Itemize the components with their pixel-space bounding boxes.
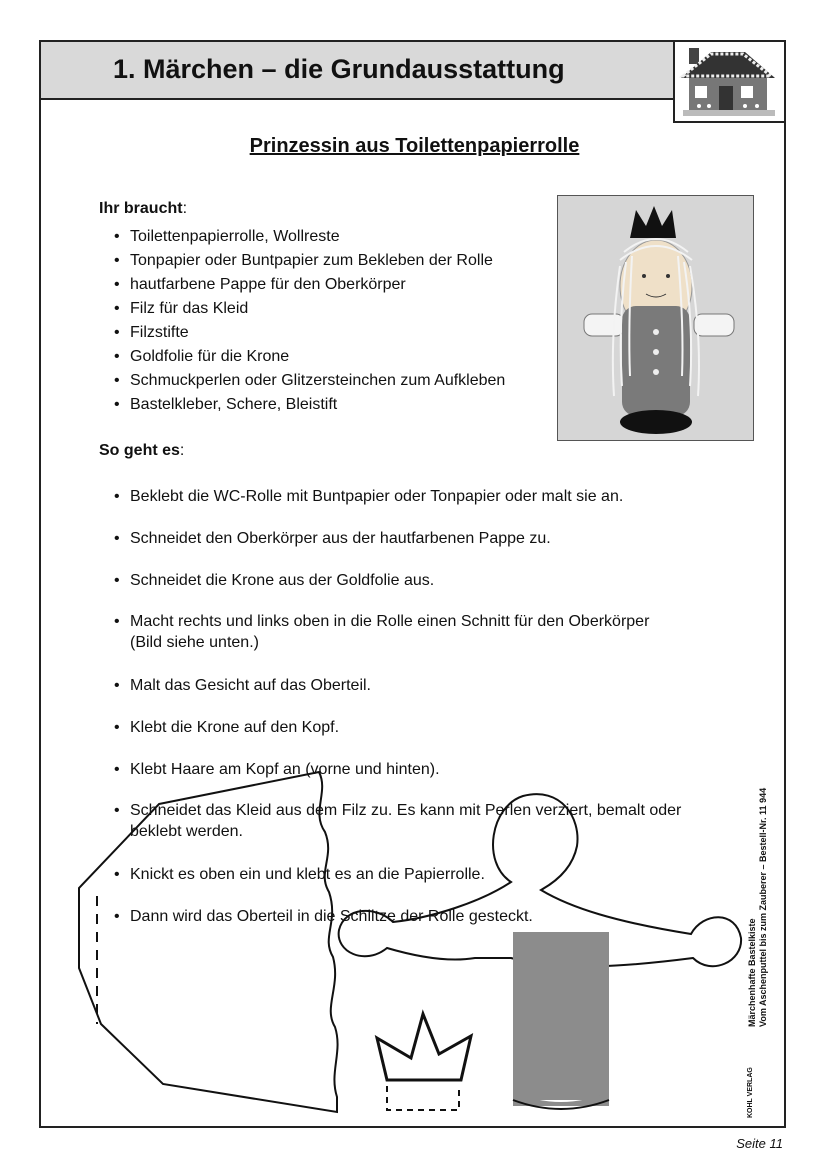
header-bar	[41, 42, 677, 100]
dress-template	[79, 772, 338, 1112]
crown-template	[377, 1014, 471, 1110]
page-frame	[39, 40, 786, 1128]
materials-list	[112, 225, 505, 417]
side-book-info	[747, 697, 783, 1027]
list-item: • Goldfolie für die Krone	[112, 345, 505, 369]
list-item: • Knickt es oben ein und klebt es an die Papierrolle.	[112, 863, 681, 887]
list-item: • Toilettenpapierrolle, Wollreste	[112, 225, 505, 249]
list-item: • Schmuckperlen oder Glitzersteinchen zum Aufkleben	[112, 369, 505, 393]
page-title: 1. Märchen – die Grundausstattung	[113, 54, 565, 84]
page-number: Seite 11	[736, 1136, 783, 1151]
publisher-logo: KOHL VERLAG	[747, 1067, 754, 1118]
princess-doll-photo	[557, 195, 754, 441]
cutout-templates	[41, 762, 788, 1130]
list-item: • Tonpapier oder Buntpapier zum Bekleben der Rolle	[112, 249, 505, 273]
list-item: • hautfarbene Pappe für den Oberkörper	[112, 273, 505, 297]
list-item: • Bastelkleber, Schere, Bleistift	[112, 393, 505, 417]
list-item: • Klebt die Krone auf den Kopf.	[112, 716, 681, 740]
steps-label: So geht es:	[99, 442, 185, 459]
subtitle: Prinzessin aus Toilettenpapierrolle	[249, 135, 580, 157]
list-item: • Filz für das Kleid	[112, 297, 505, 321]
list-item: • Schneidet den Oberkörper aus der hautfarbenen Pappe zu.	[112, 527, 681, 551]
list-item: • Beklebt die WC-Rolle mit Buntpapier oder Tonpapier oder malt sie an.	[112, 485, 681, 509]
list-item: • Schneidet das Kleid aus dem Filz zu. Es kann mit Perlen verziert, bemalt oder beklebt werden.	[112, 800, 681, 842]
list-item: • Filzstifte	[112, 321, 505, 345]
gingerbread-house-icon	[673, 42, 784, 123]
list-item: • Macht rechts und links oben in die Rolle einen Schnitt für den Oberkörper (Bild siehe unten.)	[112, 611, 681, 653]
list-item: • Schneidet die Krone aus der Goldfolie aus.	[112, 569, 681, 593]
materials-label: Ihr braucht:	[99, 200, 188, 217]
list-item: • Klebt Haare am Kopf an (vorne und hinten).	[112, 758, 681, 782]
book-order-number: Vom Aschenputtel bis zum Zauberer – Bestell-Nr. 11 944	[758, 787, 768, 1027]
list-item: • Dann wird das Oberteil in die Schlitze der Rolle gesteckt.	[112, 905, 681, 929]
book-series: Märchenhafte Bastelkiste	[747, 918, 757, 1027]
list-item: • Malt das Gesicht auf das Oberteil.	[112, 674, 681, 698]
toilet-roll-template	[513, 932, 609, 1109]
